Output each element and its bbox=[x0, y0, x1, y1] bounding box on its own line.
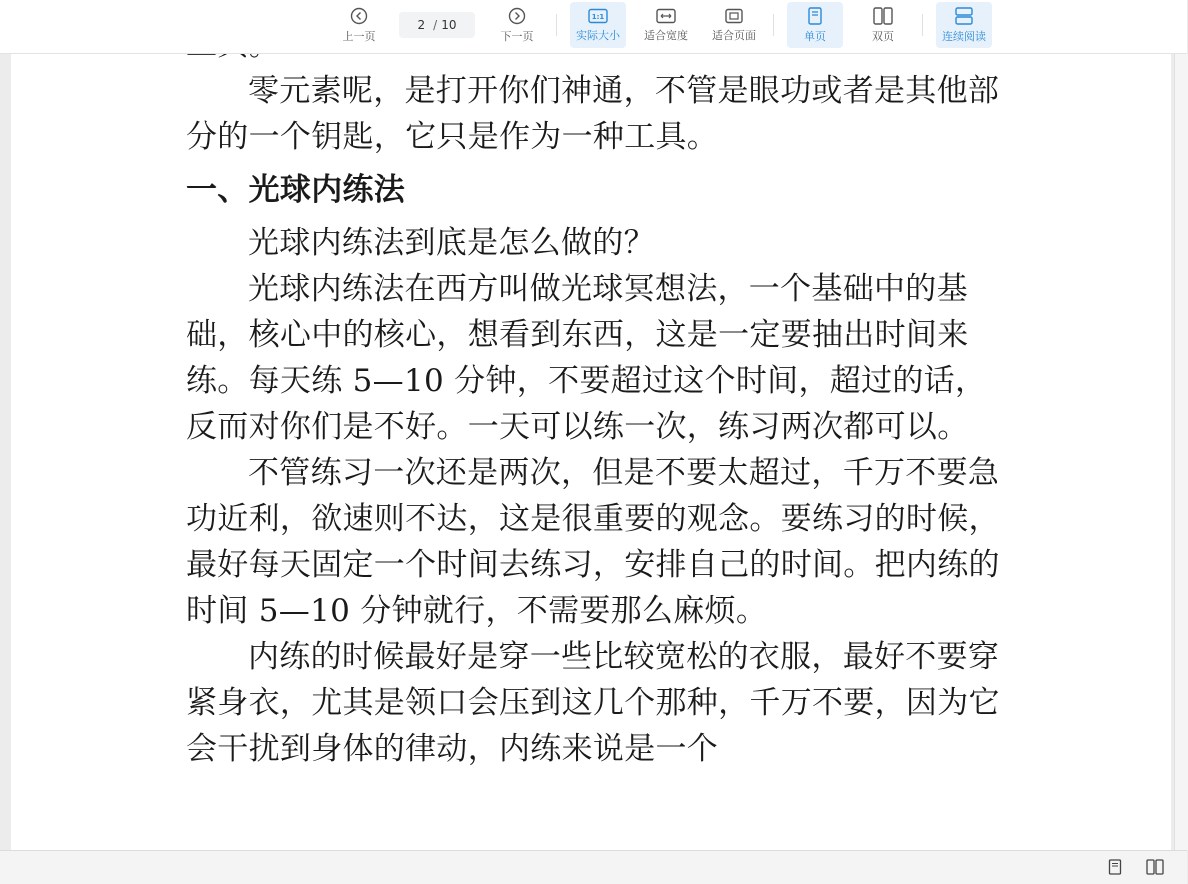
continuous-read-label: 连续阅读 bbox=[942, 29, 986, 43]
fit-width-button[interactable] bbox=[638, 2, 694, 48]
fit-page-button[interactable] bbox=[706, 2, 762, 48]
toolbar-divider bbox=[556, 14, 557, 36]
prev-page-button[interactable] bbox=[334, 2, 384, 48]
chevron-right-circle-icon bbox=[508, 7, 526, 25]
actual-size-button[interactable] bbox=[570, 2, 626, 48]
status-bar bbox=[0, 850, 1187, 884]
page-separator: / bbox=[433, 18, 438, 32]
double-page-view-button[interactable] bbox=[1145, 857, 1165, 877]
continuous-scroll-icon bbox=[955, 7, 973, 25]
double-page-icon bbox=[873, 7, 893, 25]
document-text bbox=[186, 22, 1016, 772]
actual-size-1to1-icon bbox=[588, 8, 608, 24]
fit-width-label: 适合宽度 bbox=[644, 28, 688, 42]
document-page bbox=[11, 48, 1171, 868]
actual-size-label: 实际大小 bbox=[576, 28, 620, 42]
svg-text:1:1: 1:1 bbox=[591, 12, 605, 21]
toolbar bbox=[0, 0, 1187, 54]
paragraph: 零元素呢，是打开你们神通，不管是眼功或者是其他部分的一个钥匙，它只是作为一种工具。 bbox=[186, 73, 1000, 155]
section-heading: 一、光球内练法 bbox=[186, 172, 406, 208]
single-page-label: 单页 bbox=[804, 29, 826, 43]
single-page-view-button[interactable] bbox=[1105, 857, 1125, 877]
toolbar-divider bbox=[773, 14, 774, 36]
total-pages: 10 bbox=[441, 18, 457, 32]
double-page-button[interactable] bbox=[855, 2, 911, 48]
single-page-view-icon bbox=[1108, 859, 1122, 875]
page-indicator bbox=[399, 12, 475, 38]
paragraph: 不管练习一次还是两次，但是不要太超过，千万不要急功近利，欲速则不达，这是很重要的观念。要练习的时候，最好每天固定一个时间去练习，安排自己的时间。把内练的时间 5—10 分钟就行，不需要那么麻烦。 bbox=[186, 455, 1000, 629]
single-page-icon bbox=[808, 7, 822, 25]
fit-page-icon bbox=[725, 8, 743, 24]
document-viewer[interactable] bbox=[0, 54, 1187, 850]
double-page-view-icon bbox=[1146, 859, 1164, 875]
chevron-left-circle-icon bbox=[350, 7, 368, 25]
single-page-button[interactable] bbox=[787, 2, 843, 48]
paragraph: 光球内练法到底是怎么做的？ bbox=[248, 225, 655, 261]
paragraph: 光球内练法在西方叫做光球冥想法，一个基础中的基础，核心中的核心，想看到东西，这是一定要抽出时间来练。每天练 5—10 分钟，不要超过这个时间，超过的话，反而对你们是不好。一天可以练一次，练习两次都可以。 bbox=[186, 271, 987, 445]
fit-page-label: 适合页面 bbox=[712, 28, 756, 42]
next-page-label: 下一页 bbox=[500, 29, 534, 43]
double-page-label: 双页 bbox=[872, 29, 894, 43]
fit-width-icon bbox=[656, 8, 676, 24]
continuous-read-button[interactable] bbox=[936, 2, 992, 48]
next-page-button[interactable] bbox=[492, 2, 542, 48]
vertical-scrollbar[interactable] bbox=[1174, 54, 1188, 850]
paragraph: 内练的时候最好是穿一些比较宽松的衣服，最好不要穿紧身衣，尤其是领口会压到这几个那种，千万不要，因为它会干扰到身体的律动，内练来说是一个 bbox=[186, 639, 1000, 767]
prev-page-label: 上一页 bbox=[342, 29, 376, 43]
toolbar-divider bbox=[922, 14, 923, 36]
current-page-input[interactable]: 2 bbox=[417, 18, 426, 32]
